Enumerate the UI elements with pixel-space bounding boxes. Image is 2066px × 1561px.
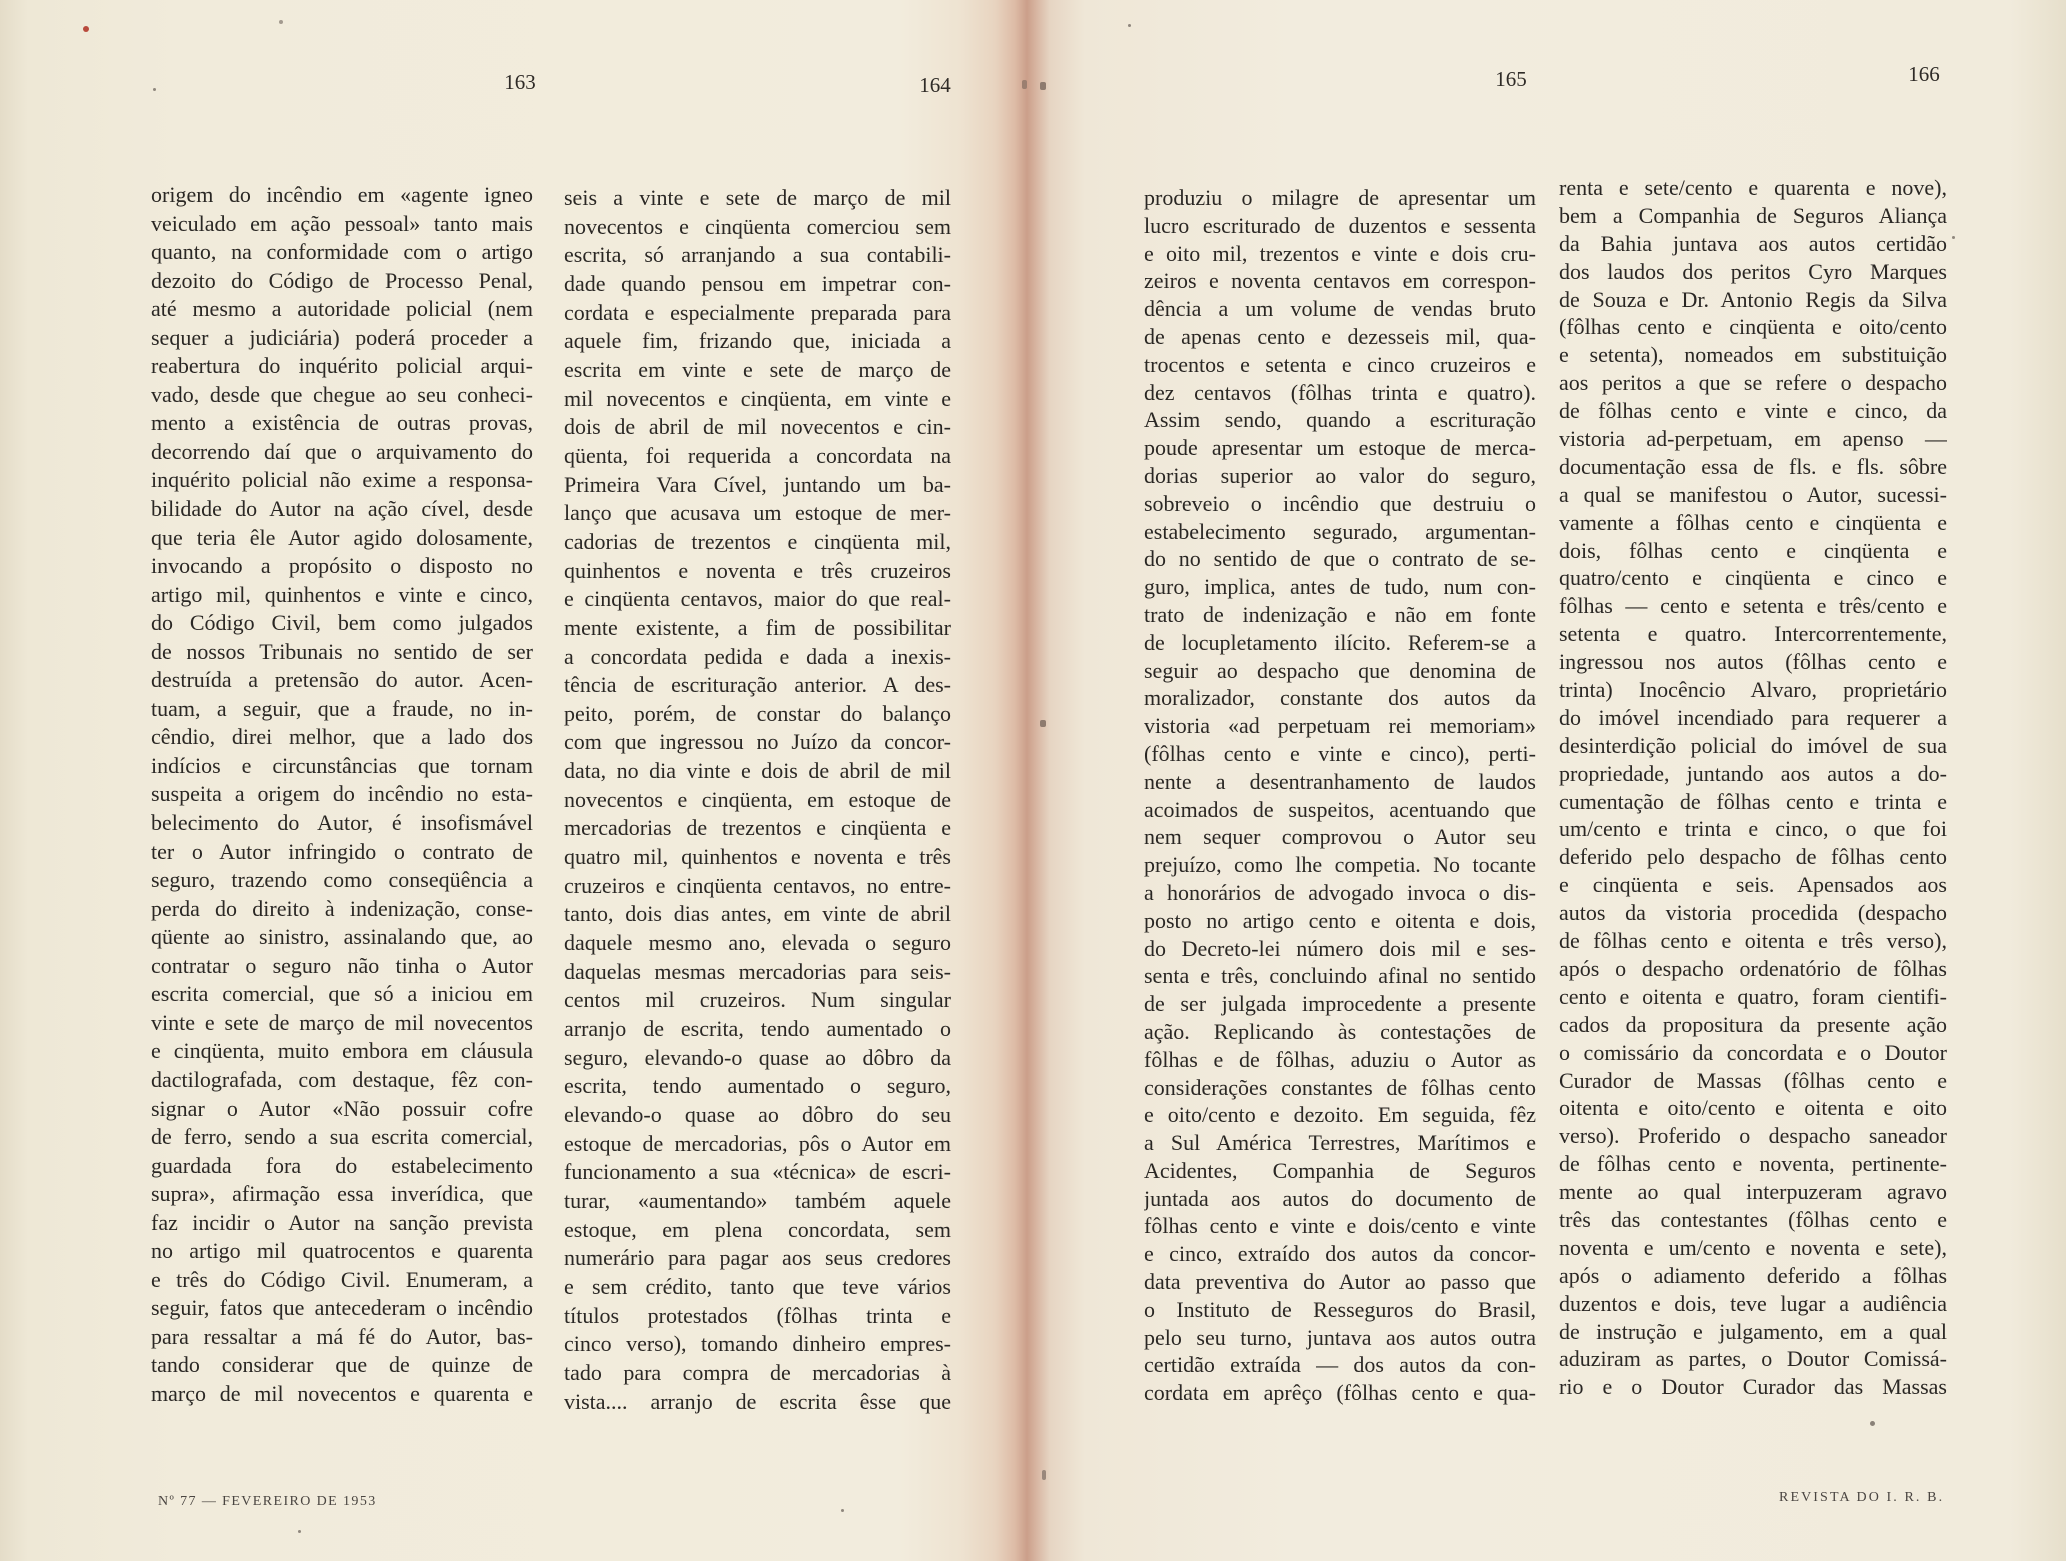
text-line: e três do Código Civil. Enumeram, a <box>151 1266 533 1292</box>
text-line: Acidentes, Companhia de Seguros <box>1144 1157 1536 1183</box>
paper-speck <box>153 88 156 91</box>
text-line: e cinqüenta centavos, maior do que real- <box>564 586 951 612</box>
text-line: autos da vistoria procedida (despacho <box>1559 900 1947 926</box>
text-line: verso). Proferido o despacho saneador <box>1559 1123 1947 1149</box>
text-line: cruzeiros e cinqüenta centavos, no entre- <box>564 872 951 898</box>
text-line: que teria êle Autor agido dolosamente, <box>151 524 533 550</box>
text-line: veiculado em ação pessoal» tanto mais <box>151 210 533 236</box>
text-column-166 <box>1559 174 1947 1401</box>
text-line: (fôlhas cento e cinqüenta e oito/cento <box>1559 314 1947 340</box>
text-line: vinte e sete de março de mil novecentos <box>151 1009 533 1035</box>
text-line: aquele fim, frizando que, iniciada a <box>564 328 951 354</box>
page-number-164: 164 <box>919 73 951 97</box>
text-line: prejuízo, como lhe competia. No tocante <box>1144 852 1536 878</box>
text-line: turar, «aumentando» também aquele <box>564 1187 951 1213</box>
text-line: a qual se manifestou o Autor, sucessi- <box>1559 481 1947 507</box>
text-line: e oito/cento e dezoito. Em seguida, fêz <box>1144 1102 1536 1128</box>
text-line: tando considerar que de quinze de <box>151 1352 533 1378</box>
text-line: rio e o Doutor Curador das Massas <box>1559 1374 1947 1400</box>
text-line: de apenas cento e dezesseis mil, qua- <box>1144 323 1536 349</box>
text-line: data, no dia vinte e dois de abril de mil <box>564 758 951 784</box>
paper-speck <box>1870 1421 1875 1426</box>
paper-speck <box>279 20 283 24</box>
text-line: invocando a propósito o disposto no <box>151 553 533 579</box>
text-line: escrita em vinte e sete de março de <box>564 356 951 382</box>
text-line: daquelas mesmas mercadorias para seis- <box>564 958 951 984</box>
text-line: do imóvel incendiado para requerer a <box>1559 704 1947 730</box>
text-line: escrita, tendo aumentado o seguro, <box>564 1073 951 1099</box>
text-line: (fôlhas cento e vinte e cinco), perti- <box>1144 740 1536 766</box>
text-line: novecentos e cinqüenta, em estoque de <box>564 786 951 812</box>
text-line: estoque de mercadorias, pôs o Autor em <box>564 1130 951 1156</box>
text-line: de ser julgada improcedente a presente <box>1144 991 1536 1017</box>
text-line: centos mil cruzeiros. Num singular <box>564 987 951 1013</box>
text-line: documentação essa de fls. e fls. sôbre <box>1559 453 1947 479</box>
text-line: Assim sendo, quando a escrituração <box>1144 407 1536 433</box>
text-line: moralizador, constante dos autos da <box>1144 685 1536 711</box>
text-line: cêndio, direi melhor, que a lado dos <box>151 724 533 750</box>
page-number-166: 166 <box>1908 62 1940 86</box>
text-line: aos peritos a que se refere o despacho <box>1559 370 1947 396</box>
text-line: fôlhas — cento e setenta e três/cento e <box>1559 593 1947 619</box>
text-line: reabertura do inquérito policial arqui- <box>151 353 533 379</box>
text-line: juntada aos autos do documento de <box>1144 1185 1536 1211</box>
text-line: mento a existência de outras provas, <box>151 410 533 436</box>
text-line: mil novecentos e cinqüenta, em vinte e <box>564 385 951 411</box>
text-line: seis a vinte e sete de março de mil <box>564 185 951 210</box>
text-line: o comissário da concordata e o Doutor <box>1559 1039 1947 1065</box>
text-line: dois, fôlhas cento e cinqüenta e <box>1559 537 1947 563</box>
text-line: certidão extraída — dos autos da con- <box>1144 1352 1536 1378</box>
text-line: cumentação de fôlhas cento e trinta e <box>1559 788 1947 814</box>
paper-speck <box>83 26 89 32</box>
text-line: origem do incêndio em «agente igneo <box>151 182 533 207</box>
text-line: inquérito policial não exime a responsa- <box>151 467 533 493</box>
text-line: trinta) Inocêncio Alvaro, proprietário <box>1559 677 1947 703</box>
text-line: aduziram as partes, o Doutor Comissá- <box>1559 1346 1947 1372</box>
text-line: numerário para pagar aos seus credores <box>564 1245 951 1271</box>
text-line: fôlhas e de fôlhas, aduziu o Autor as <box>1144 1046 1536 1072</box>
text-line: após o adiamento deferido a fôlhas <box>1559 1262 1947 1288</box>
text-column-163 <box>151 181 533 1409</box>
text-line: dos laudos dos peritos Cyro Marques <box>1559 258 1947 284</box>
text-line: belecimento do Autor, é insofismável <box>151 810 533 836</box>
text-line: nente a desentranhamento de laudos <box>1144 768 1536 794</box>
text-line: dade quando pensou em impetrar con- <box>564 270 951 296</box>
text-line: o Instituto de Resseguros do Brasil, <box>1144 1296 1536 1322</box>
text-line: e cinqüenta e seis. Apensados aos <box>1559 872 1947 898</box>
text-line: guro, implica, antes de tudo, num con- <box>1144 574 1536 600</box>
text-line: Curador de Massas (fôlhas cento e <box>1559 1067 1947 1093</box>
text-line: funcionamento a sua «técnica» de escri- <box>564 1159 951 1185</box>
text-line: lanço que acusava um estoque de mer- <box>564 500 951 526</box>
text-line: poude apresentar um estoque de merca- <box>1144 435 1536 461</box>
text-line: mente ao qual interpuzeram agravo <box>1559 1179 1947 1205</box>
text-line: posto no artigo cento e oitenta e dois, <box>1144 907 1536 933</box>
text-line: lucro escriturado de duzentos e sessenta <box>1144 212 1536 238</box>
text-line: arranjo de escrita, tendo aumentado o <box>564 1016 951 1042</box>
text-line: destruída a pretensão do autor. Acen- <box>151 667 533 693</box>
text-line: a Sul América Terrestres, Marítimos e <box>1144 1130 1536 1156</box>
text-line: artigo mil, quinhentos e vinte e cinco, <box>151 581 533 607</box>
text-line: quatro/cento e cinqüenta e cinco e <box>1559 565 1947 591</box>
text-line: propriedade, juntando aos autos a do- <box>1559 760 1947 786</box>
text-line: deferido pelo despacho de fôlhas cento <box>1559 844 1947 870</box>
text-line: ingressou nos autos (fôlhas cento e <box>1559 649 1947 675</box>
text-line: dois de abril de mil novecentos e cin- <box>564 414 951 440</box>
text-line: cordata e especialmente preparada para <box>564 299 951 325</box>
text-line: ação. Replicando às contestações de <box>1144 1018 1536 1044</box>
text-line: signar o Autor «Não possuir cofre <box>151 1095 533 1121</box>
text-line: até mesmo a autoridade policial (nem <box>151 296 533 322</box>
text-line: após o despacho ordenatório de fôlhas <box>1559 955 1947 981</box>
text-line: bem a Companhia de Seguros Aliança <box>1559 202 1947 228</box>
text-line: dorias superior ao valor do seguro, <box>1144 462 1536 488</box>
text-line: seguir, fatos que antecederam o incêndio <box>151 1295 533 1321</box>
text-line: a concordata pedida e dada a inexis- <box>564 643 951 669</box>
text-line: perda do direito à indenização, conse- <box>151 895 533 921</box>
text-line: de ferro, sendo a sua escrita comercial, <box>151 1124 533 1150</box>
text-line: tado para compra de mercadorias à <box>564 1359 951 1385</box>
paper-speck <box>841 1509 844 1512</box>
text-line: fôlhas cento e vinte e dois/cento e vinte <box>1144 1213 1536 1239</box>
text-line: seguro, trazendo como conseqüência a <box>151 867 533 893</box>
text-line: renta e sete/cento e quarenta e nove), <box>1559 175 1947 200</box>
text-line: indícios e circunstâncias que tornam <box>151 752 533 778</box>
text-line: títulos protestados (fôlhas trinta e <box>564 1302 951 1328</box>
magazine-footer: REVISTA DO I. R. B. <box>1779 1490 1945 1505</box>
text-line: oitenta e oito/cento e oitenta e oito <box>1559 1095 1947 1121</box>
paper-speck <box>1128 24 1131 27</box>
gutter-mark <box>1040 82 1046 90</box>
text-line: escrita, só arranjando a sua contabili- <box>564 242 951 268</box>
text-line: de fôlhas cento e oitenta e três verso), <box>1559 928 1947 954</box>
page-number-165: 165 <box>1495 67 1527 91</box>
gutter-mark <box>1042 1470 1046 1480</box>
text-line: trocentos e setenta e cinco cruzeiros e <box>1144 351 1536 377</box>
text-line: mercadorias de trezentos e cinqüenta e <box>564 815 951 841</box>
text-line: tência de escrituração anterior. A des- <box>564 672 951 698</box>
text-line: elevando-o quase ao dôbro do seu <box>564 1102 951 1127</box>
text-line: quatro mil, quinhentos e noventa e três <box>564 844 951 870</box>
text-line: contratar o seguro não tinha o Autor <box>151 952 533 978</box>
text-line: cados da propositura da presente ação <box>1559 1011 1947 1037</box>
gutter-mark <box>1022 80 1027 89</box>
text-line: estabelecimento segurado, argumentan- <box>1144 518 1536 544</box>
text-line: e sem crédito, tanto que teve vários <box>564 1273 951 1299</box>
text-line: escrita comercial, que só a iniciou em <box>151 981 533 1007</box>
text-line: qüenta, foi requerida a concordata na <box>564 442 951 468</box>
text-line: sequer a judiciária) poderá proceder a <box>151 324 533 350</box>
text-line: vado, desde que chegue ao seu conheci- <box>151 381 533 407</box>
text-line: senta e três, concluindo afinal no sentido <box>1144 963 1536 989</box>
text-line: vistoria «ad perpetuam rei memoriam» <box>1144 713 1536 739</box>
text-line: desinterdição policial do imóvel de sua <box>1559 732 1947 758</box>
text-line: dezoito do Código de Processo Penal, <box>151 267 533 293</box>
text-line: a honorários de advogado invoca o dis- <box>1144 879 1536 905</box>
text-line: do no sentido de que o contrato de se- <box>1144 546 1536 572</box>
text-line: da Bahia juntava aos autos certidão <box>1559 230 1947 256</box>
text-line: estoque, em plena concordata, sem <box>564 1216 951 1242</box>
issue-footer: Nº 77 — FEVEREIRO DE 1953 <box>158 1494 377 1509</box>
text-line: de Souza e Dr. Antonio Regis da Silva <box>1559 286 1947 312</box>
text-line: um/cento e trinta e cinco, o que foi <box>1559 816 1947 842</box>
text-line: decorrendo daí que o arquivamento do <box>151 438 533 464</box>
text-line: dactilografada, com destaque, fêz con- <box>151 1066 533 1092</box>
text-line: ter o Autor infringido o contrato de <box>151 838 533 864</box>
left-page <box>0 0 1030 1561</box>
text-line: qüente ao sinistro, assinalando que, ao <box>151 924 533 950</box>
text-line: de nossos Tribunais no sentido de ser <box>151 638 533 664</box>
paper-speck <box>1952 236 1955 239</box>
text-line: trato de indenização e não em fonte <box>1144 601 1536 627</box>
text-line: e cinco, extraído dos autos da concor- <box>1144 1241 1536 1267</box>
paper-speck <box>298 1530 301 1533</box>
text-line: de locupletamento ilícito. Referem-se a <box>1144 629 1536 655</box>
text-column-164 <box>564 184 951 1416</box>
text-line: peito, porém, de constar do balanço <box>564 700 951 726</box>
text-line: produziu o milagre de apresentar um <box>1144 185 1536 210</box>
text-line: no artigo mil quatrocentos e quarenta <box>151 1238 533 1264</box>
text-line: novecentos e cinqüenta comerciou sem <box>564 213 951 239</box>
text-line: de fôlhas cento e noventa, pertinente- <box>1559 1151 1947 1177</box>
text-line: vistoria ad-perpetuam, em apenso — <box>1559 426 1947 452</box>
right-page <box>1030 0 2066 1561</box>
text-line: e cinqüenta, muito embora em cláusula <box>151 1038 533 1064</box>
text-line: vamente a fôlhas cento e cinqüenta e <box>1559 509 1947 535</box>
text-line: setenta e quatro. Intercorrentemente, <box>1559 621 1947 647</box>
text-line: cordata em aprêço (fôlhas cento e qua- <box>1144 1380 1536 1406</box>
text-line: quinhentos e noventa e três cruzeiros <box>564 557 951 583</box>
text-line: tuam, a seguir, que a fraude, no in- <box>151 695 533 721</box>
text-line: três das contestantes (fôlhas cento e <box>1559 1206 1947 1232</box>
text-line: com que ingressou no Juízo da concor- <box>564 729 951 755</box>
text-line: duzentos e dois, teve lugar a audiência <box>1559 1290 1947 1316</box>
text-line: suspeita a origem do incêndio no esta- <box>151 781 533 807</box>
text-line: acoimados de suspeitos, acentuando que <box>1144 796 1536 822</box>
text-line: data preventiva do Autor ao passo que <box>1144 1269 1536 1295</box>
text-line: guardada fora do estabelecimento <box>151 1152 533 1178</box>
text-line: zeiros e noventa centavos em correspon- <box>1144 268 1536 294</box>
text-line: considerações constantes de fôlhas cento <box>1144 1074 1536 1100</box>
text-line: mente existente, a fim de possibilitar <box>564 614 951 640</box>
text-line: para ressaltar a má fé do Autor, bas- <box>151 1323 533 1349</box>
text-line: do Código Civil, bem como julgados <box>151 610 533 636</box>
text-line: de fôlhas cento e vinte e cinco, da <box>1559 398 1947 424</box>
text-line: faz incidir o Autor na sanção prevista <box>151 1209 533 1235</box>
text-line: bilidade do Autor na ação cível, desde <box>151 496 533 522</box>
text-line: Primeira Vara Cível, juntando um ba- <box>564 471 951 497</box>
text-line: e oito mil, trezentos e vinte e dois cru- <box>1144 240 1536 266</box>
text-line: tanto, dois dias antes, em vinte de abril <box>564 901 951 927</box>
text-line: nem sequer comprovou o Autor seu <box>1144 824 1536 850</box>
text-line: do Decreto-lei número dois mil e ses- <box>1144 935 1536 961</box>
text-line: pelo seu turno, juntava aos autos outra <box>1144 1324 1536 1350</box>
text-line: dência a um volume de vendas bruto <box>1144 296 1536 322</box>
text-line: cadorias de trezentos e cinqüenta mil, <box>564 528 951 554</box>
text-line: supra», afirmação essa inverídica, que <box>151 1181 533 1207</box>
text-line: sobreveio o incêndio que destruiu o <box>1144 490 1536 516</box>
text-line: daquele mesmo ano, elevada o seguro <box>564 930 951 956</box>
text-line: noventa e um/cento e noventa e sete), <box>1559 1234 1947 1260</box>
text-line: cinco verso), tomando dinheiro empres- <box>564 1331 951 1357</box>
page-number-163: 163 <box>504 70 536 94</box>
text-line: de instrução e julgamento, em a qual <box>1559 1318 1947 1344</box>
text-line: quanto, na conformidade com o artigo <box>151 239 533 265</box>
text-line: cento e oitenta e quatro, foram cientifi- <box>1559 983 1947 1009</box>
text-line: dez centavos (fôlhas trinta e quatro). <box>1144 379 1536 405</box>
text-line: seguro, elevando-o quase ao dôbro da <box>564 1044 951 1070</box>
gutter-mark <box>1040 720 1046 727</box>
text-line: vista.... arranjo de escrita êsse que <box>564 1388 951 1414</box>
text-line: e setenta), nomeados em substituição <box>1559 342 1947 368</box>
text-column-165 <box>1144 184 1536 1407</box>
text-line: março de mil novecentos e quarenta e <box>151 1380 533 1406</box>
text-line: seguir ao despacho que denomina de <box>1144 657 1536 683</box>
